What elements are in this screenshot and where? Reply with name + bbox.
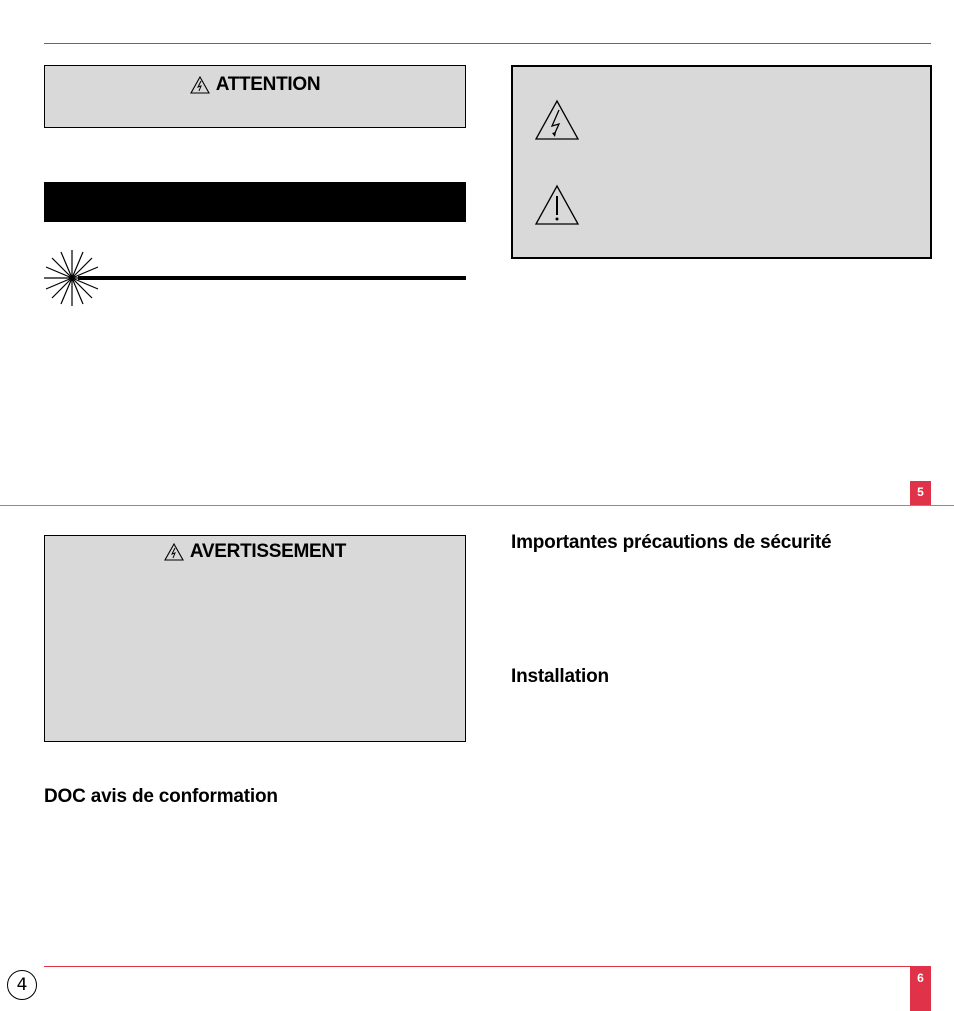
lightning-warning-icon: [534, 99, 580, 141]
page-number: [7, 970, 37, 1000]
lightning-warning-icon: [190, 76, 210, 94]
avertissement-box: [44, 535, 466, 742]
exclamation-warning-icon: [534, 184, 580, 226]
attention-title: [45, 74, 465, 96]
lightning-warning-icon: [164, 543, 184, 561]
page-number-text: 4: [16, 975, 28, 995]
heading-precautions: Importantes précautions de sécurité: [511, 532, 832, 553]
page-tab-5: 5: [910, 481, 931, 505]
page-tab-6: 6: [910, 966, 931, 1011]
avertissement-title: [45, 541, 465, 563]
avertissement-title-text: AVERTISSEMENT: [189, 541, 347, 562]
laser-rule: [78, 276, 466, 280]
attention-box: [44, 65, 466, 128]
black-section-bar: [44, 182, 466, 222]
page-divider: [0, 505, 954, 506]
heading-installation: Installation: [511, 666, 609, 687]
top-header-rule: [44, 43, 931, 44]
heading-doc: DOC avis de conformation: [44, 786, 278, 807]
bottom-footer-rule: [44, 966, 931, 967]
warning-symbols-box: [511, 65, 932, 259]
attention-title-text: ATTENTION: [215, 74, 321, 95]
